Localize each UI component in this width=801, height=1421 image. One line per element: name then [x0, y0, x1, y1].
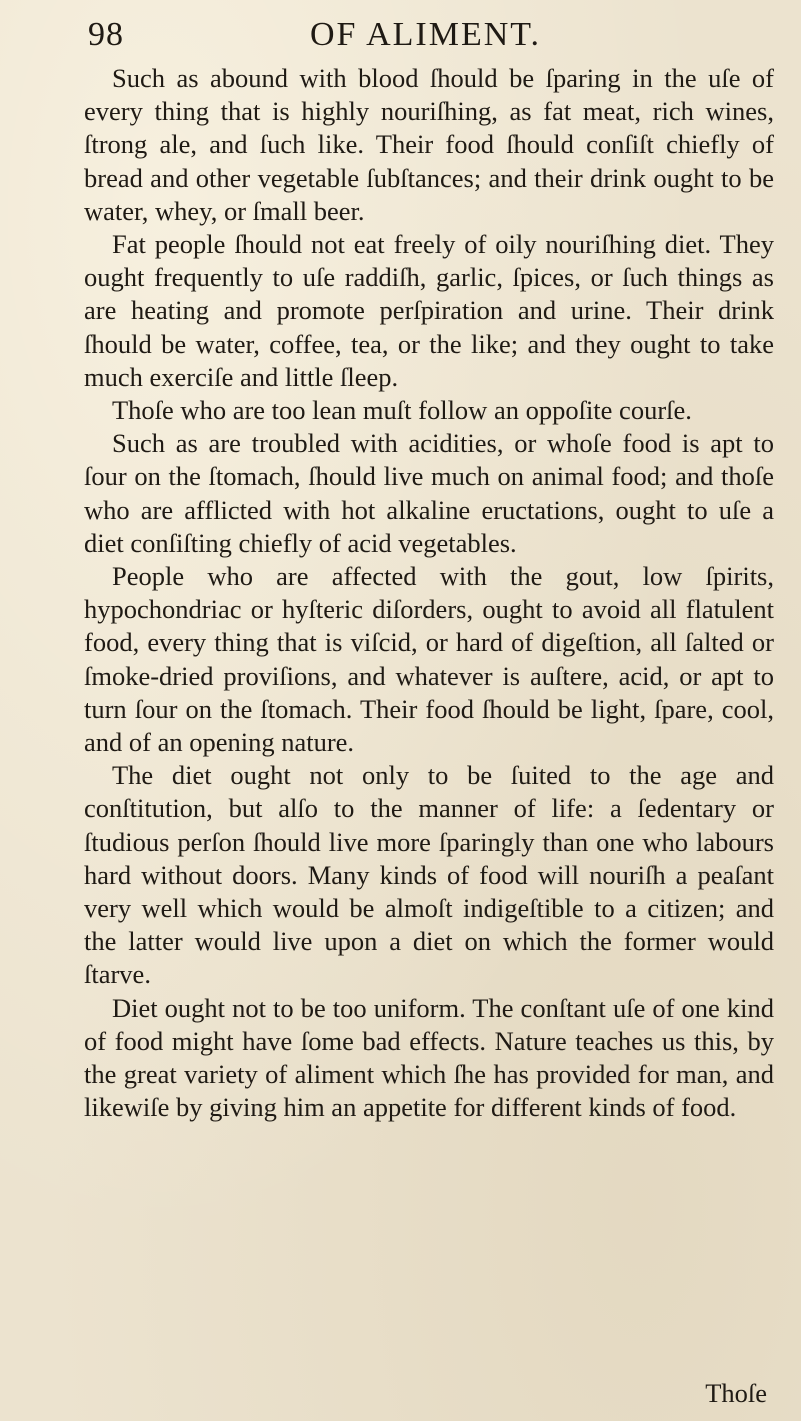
page-number: 98 [88, 16, 124, 53]
paragraph: Fat people ſhould not eat freely of oily nouriſhing diet. They ought frequently to uſe raddiſh, garlic, ſpices, or ſuch things as are heating and promote perſpiration and urine. Their drink ſhould be water, coffee, tea, or the like; and they ought to take much exerciſe and little ſleep. [84, 229, 774, 392]
paragraph: Thoſe who are too lean muſt follow an oppoſite courſe. [112, 395, 692, 426]
paragraph: Such as abound with blood ſhould be ſparing in the uſe of every thing that is highly nouriſhing, as fat meat, rich wines, ſtrong ale, and ſuch like. Their food ſhould conſiſt chiefly of bread and other vegetable ſubſtances; and their drink ought to be water, whey, or ſmall beer. [84, 63, 774, 226]
page-header [60, 6, 780, 64]
paragraph: The diet ought not only to be ſuited to the age and conſtitution, but alſo to the manner of life: a ſedentary or ſtudious perſon ſhould live more ſparingly than one who labours hard without doors. Many kinds of food will nouriſh a peaſant very well which would be almoſt indigeſtible to a citizen; and the latter would live upon a diet on which the former would ſtarve. [84, 760, 774, 990]
body-text [84, 62, 774, 1125]
paragraph: Such as are troubled with acidities, or whoſe food is apt to ſour on the ſtomach, ſhould live much on animal food; and thoſe who are afflicted with hot alkaline eructations, ought to uſe a diet conſiſting chiefly of acid vegetables. [84, 428, 774, 558]
paragraph: Diet ought not to be too uniform. The conſtant uſe of one kind of food might have ſome bad effects. Nature teaches us this, by the great variety of aliment which ſhe has provided for man, and likewiſe by giving him an appetite for different kinds of food. [84, 992, 774, 1123]
catchword: Thoſe [705, 1378, 767, 1408]
running-head: OF ALIMENT. [310, 16, 542, 53]
paragraph: People who are affected with the gout, low ſpirits, hypochondriac or hyſteric diſorders, ought to avoid all flatulent food, every thing that is viſcid, or hard of digeſtion, all ſalted or ſmoke-dried proviſions, and whatever is auſtere, acid, or apt to turn ſour on the ſtomach. Their food ſhould be light, ſpare, cool, and of an opening nature. [84, 561, 774, 758]
